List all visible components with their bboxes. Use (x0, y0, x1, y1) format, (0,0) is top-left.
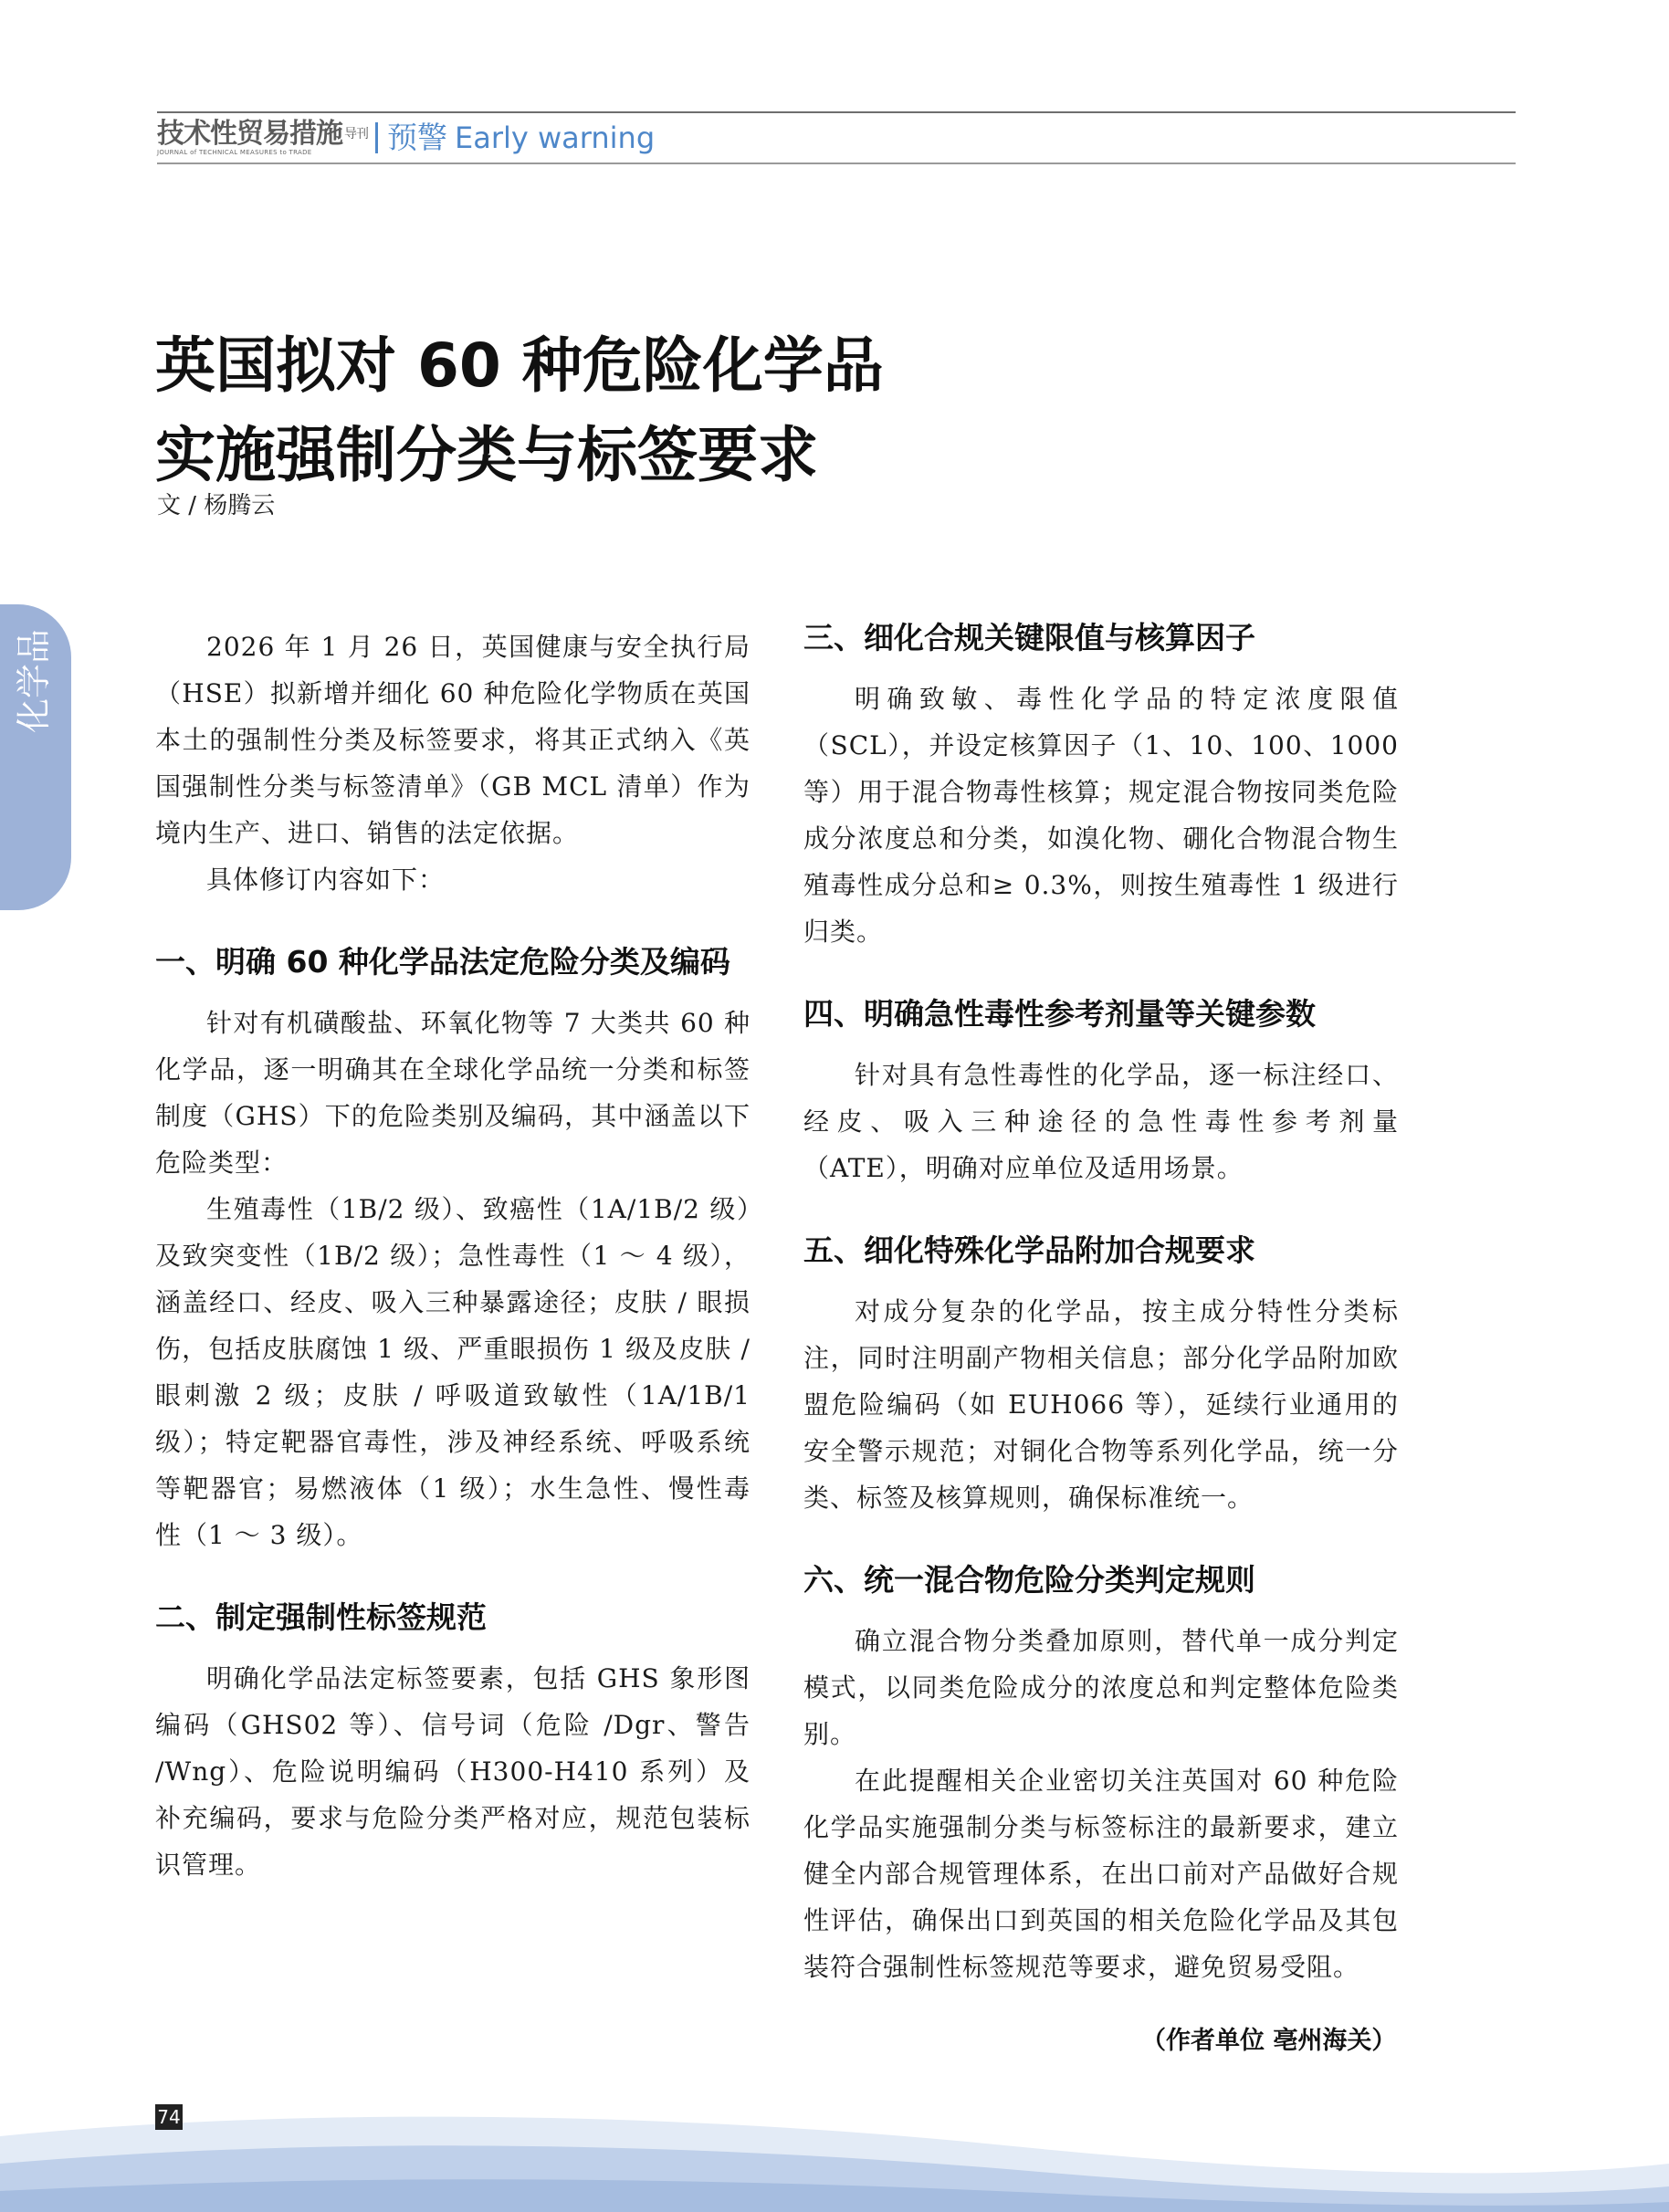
byline: 文 / 杨腾云 (157, 492, 276, 519)
section-1-paragraph-1: 针对有机磺酸盐、环氧化物等 7 大类共 60 种化学品，逐一明确其在全球化学品统一分类和标签制度（GHS）下的危险类别及编码，其中涵盖以下危险类型： (155, 1008, 751, 1178)
page-number: 74 (155, 2104, 183, 2130)
category-side-tab-label (14, 687, 54, 733)
section-1-paragraph-2: 生殖毒性（1B/2 级）、致癌性（1A/1B/2 级）及致突变性（1B/2 级）；急性毒性（1 ～ 4 级），涵盖经口、经皮、吸入三种暴露途径；皮肤 / 眼损伤，包括皮肤腐蚀 1 级、严重眼损伤 1 级及皮肤 / 眼刺激 2 级；皮肤 / 呼吸道致敏性（1A/1B/1 级）；特定靶器官毒性，涉及神经系统、呼吸系统等靶器官；易燃液体（1 级）；水生急性、慢性毒性（1 ～ 3 级）。 (155, 1194, 751, 1550)
section-5-paragraph-1: 对成分复杂的化学品，按主成分特性分类标注，同时注明副产物相关信息；部分化学品附加欧盟危险编码（如 EUH066 等），延续行业通用的安全警示规范；对铜化合物等系列化学品，统一分类、标签及核算规则，确保标准统一。 (803, 1296, 1399, 1513)
article-title (155, 321, 884, 500)
journal-kan: 导刊 (344, 126, 368, 142)
header-rule-top (157, 111, 1516, 113)
journal-name: 技术性贸易措施 (157, 117, 342, 150)
section-heading-5: 五、细化特殊化学品附加合规要求 (803, 1232, 1255, 1268)
footer-wave-decoration (0, 2100, 1669, 2212)
running-header (157, 116, 655, 160)
header-separator (375, 122, 378, 153)
section-heading-1: 一、明确 60 种化学品法定危险分类及编码 (155, 944, 730, 980)
section-6-paragraph-1: 确立混合物分类叠加原则，替代单一成分判定模式，以同类危险成分的浓度总和判定整体危险类别。 (803, 1626, 1399, 1749)
section-heading-2: 二、制定强制性标签规范 (155, 1599, 487, 1635)
header-rule-bottom (157, 162, 1516, 164)
section-3-paragraph-1: 明确致敏、毒性化学品的特定浓度限值（SCL），并设定核算因子（1、10、100、1000 等）用于混合物毒性核算；规定混合物按同类危险成分浓度总和分类，如溴化物、硼化合物混合物生殖毒性成分总和≥ 0.3%，则按生殖毒性 1 级进行归类。 (803, 684, 1399, 947)
column-right (803, 615, 1399, 1990)
journal-logo (157, 117, 368, 157)
intro-paragraph: 2026 年 1 月 26 日，英国健康与安全执行局（HSE）拟新增并细化 60 种危险化学物质在英国本土的强制性分类及标签要求，将其正式纳入《英国强制性分类与标签清单》（GB MCL 清单）作为境内生产、进口、销售的法定依据。 (155, 632, 751, 848)
column-left (155, 624, 751, 1888)
article-title-line-1: 英国拟对 60 种危险化学品 (155, 330, 884, 401)
section-2-paragraph-1: 明确化学品法定标签要素，包括 GHS 象形图编码（GHS02 等）、信号词（危险 /Dgr、警告 /Wng）、危险说明编码（H300-H410 系列）及补充编码，要求与危险分类严格对应，规范包装标识管理。 (155, 1663, 751, 1880)
section-6-paragraph-2: 在此提醒相关企业密切关注英国对 60 种危险化学品实施强制分类与标签标注的最新要求，建立健全内部合规管理体系，在出口前对产品做好合规性评估，确保出口到英国的相关危险化学品及其包装符合强制性标签规范等要求，避免贸易受阻。 (803, 1766, 1399, 1982)
article-title-line-2: 实施强制分类与标签要求 (155, 420, 818, 490)
author-unit: （作者单位 亳州海关） (1141, 2027, 1397, 2055)
section-heading-3: 三、细化合规关键限值与核算因子 (803, 620, 1255, 655)
section-heading-6: 六、统一混合物危险分类判定规则 (803, 1562, 1255, 1598)
intro-lead: 具体修订内容如下： (206, 865, 446, 895)
section-cn: 预警 (387, 120, 447, 155)
section-en: Early warning (455, 121, 656, 155)
section-4-paragraph-1: 针对具有急性毒性的化学品，逐一标注经口、经皮、吸入三种途径的急性毒性参考剂量（ATE），明确对应单位及适用场景。 (803, 1060, 1399, 1183)
section-heading-4: 四、明确急性毒性参考剂量等关键参数 (803, 996, 1316, 1032)
section-label (387, 120, 655, 156)
journal-en: JOURNAL of TECHNICAL MEASURES to TRADE (157, 148, 312, 156)
